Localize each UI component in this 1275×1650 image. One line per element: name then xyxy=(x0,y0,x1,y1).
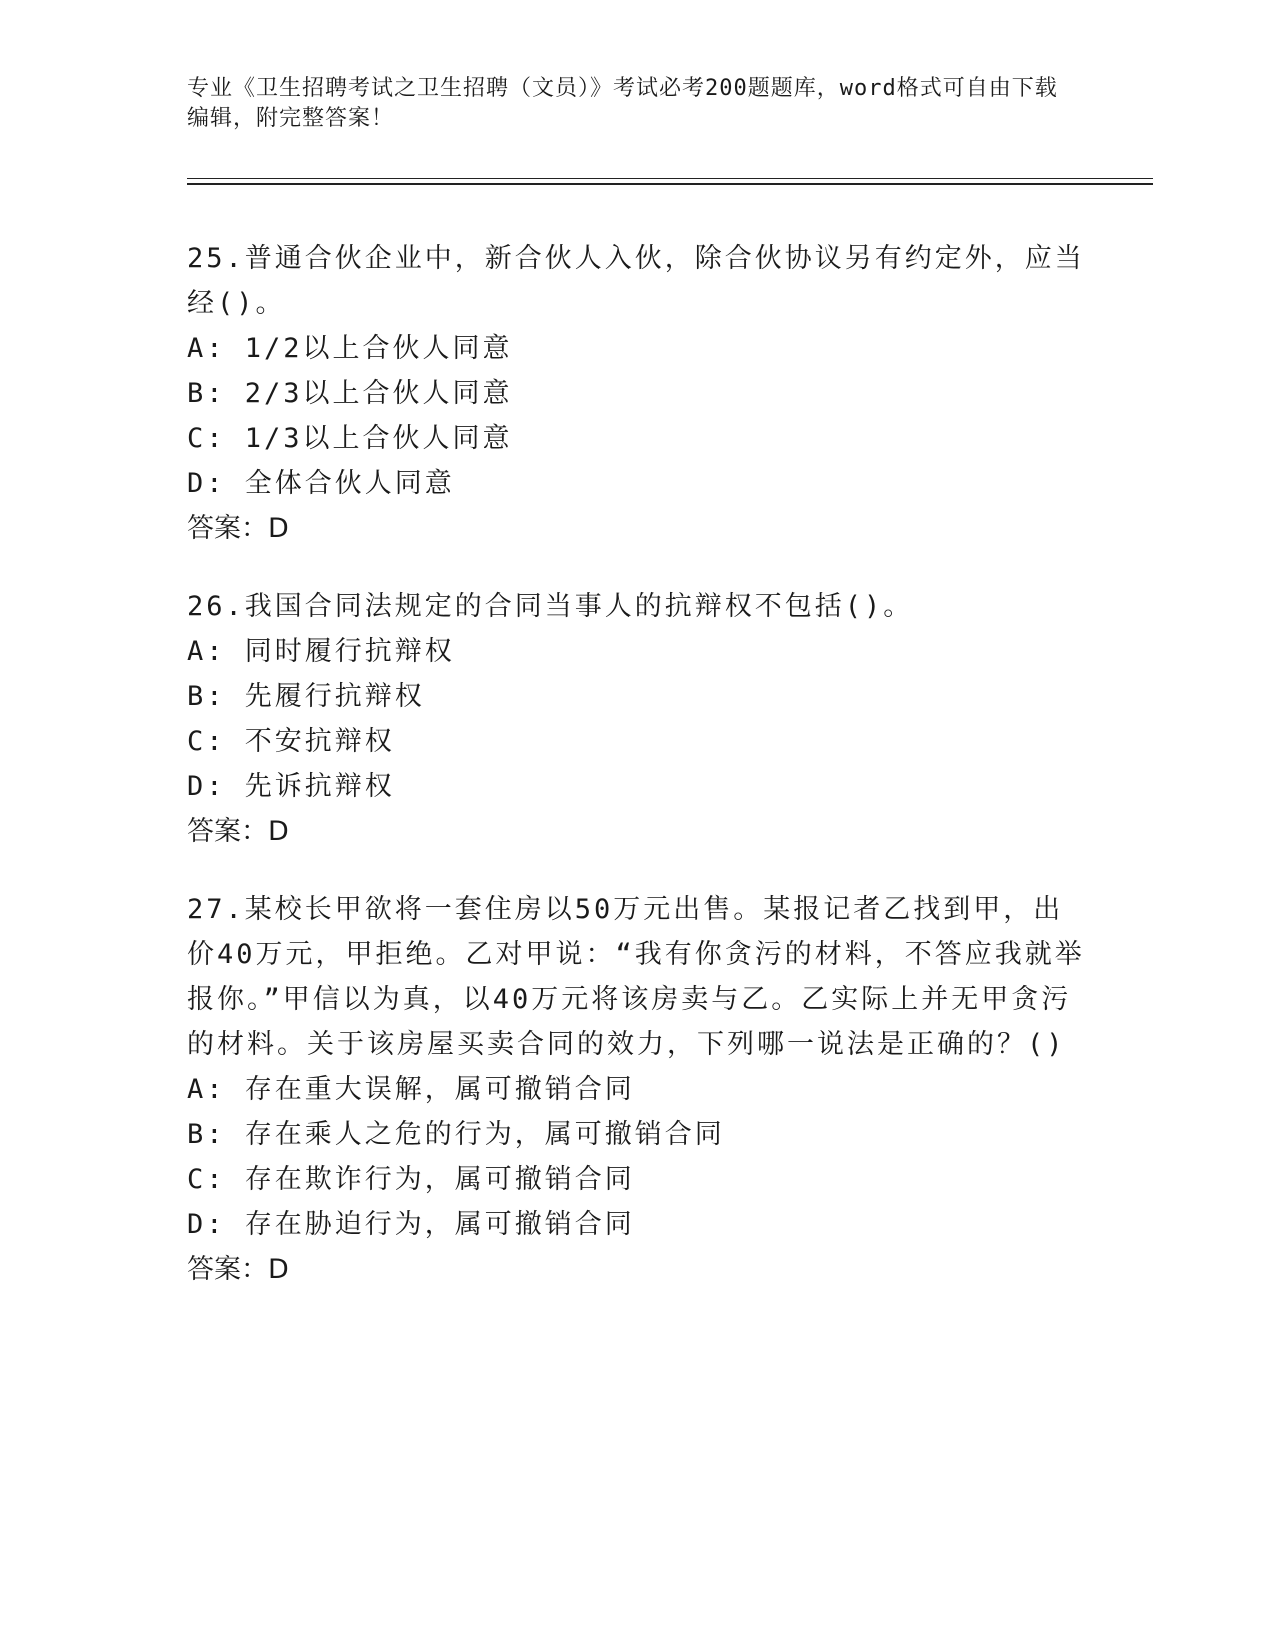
option-a: A: 1/2以上合伙人同意 xyxy=(187,333,513,364)
option-a: A: 存在重大误解，属可撤销合同 xyxy=(187,1074,635,1105)
option-a: A: 同时履行抗辩权 xyxy=(187,636,455,667)
option-c: C: 存在欺诈行为，属可撤销合同 xyxy=(187,1164,635,1195)
question-text: 26.我国合同法规定的合同当事人的抗辩权不包括()。 xyxy=(187,591,914,622)
answer-text: 答案：D xyxy=(187,1254,289,1285)
question-text: 25.普通合伙企业中，新合伙人入伙，除合伙协议另有约定外，应当经()。 xyxy=(187,243,1085,319)
option-b: B: 存在乘人之危的行为，属可撤销合同 xyxy=(187,1119,725,1150)
option-b: B: 先履行抗辩权 xyxy=(187,681,425,712)
option-d: D: 先诉抗辩权 xyxy=(187,771,395,802)
option-d: D: 存在胁迫行为，属可撤销合同 xyxy=(187,1209,635,1240)
question-item xyxy=(187,236,1087,551)
option-b: B: 2/3以上合伙人同意 xyxy=(187,378,513,409)
document-header: 专业《卫生招聘考试之卫生招聘（文员）》考试必考200题题库，word格式可自由下载编辑，附完整答案！ xyxy=(187,76,1058,131)
option-c: C: 1/3以上合伙人同意 xyxy=(187,423,513,454)
option-c: C: 不安抗辩权 xyxy=(187,726,395,757)
option-d: D: 全体合伙人同意 xyxy=(187,468,455,499)
header-divider xyxy=(187,178,1153,185)
question-item xyxy=(187,887,1087,1292)
answer-text: 答案：D xyxy=(187,513,289,544)
question-list xyxy=(187,236,1087,1325)
question-item xyxy=(187,584,1087,854)
answer-text: 答案：D xyxy=(187,816,289,847)
question-text: 27.某校长甲欲将一套住房以50万元出售。某报记者乙找到甲，出价40万元，甲拒绝。乙对甲说：“我有你贪污的材料，不答应我就举报你。”甲信以为真，以40万元将该房卖与乙。乙实际上并无甲贪污的材料。关于该房屋买卖合同的效力，下列哪一说法是正确的？() xyxy=(187,894,1085,1060)
